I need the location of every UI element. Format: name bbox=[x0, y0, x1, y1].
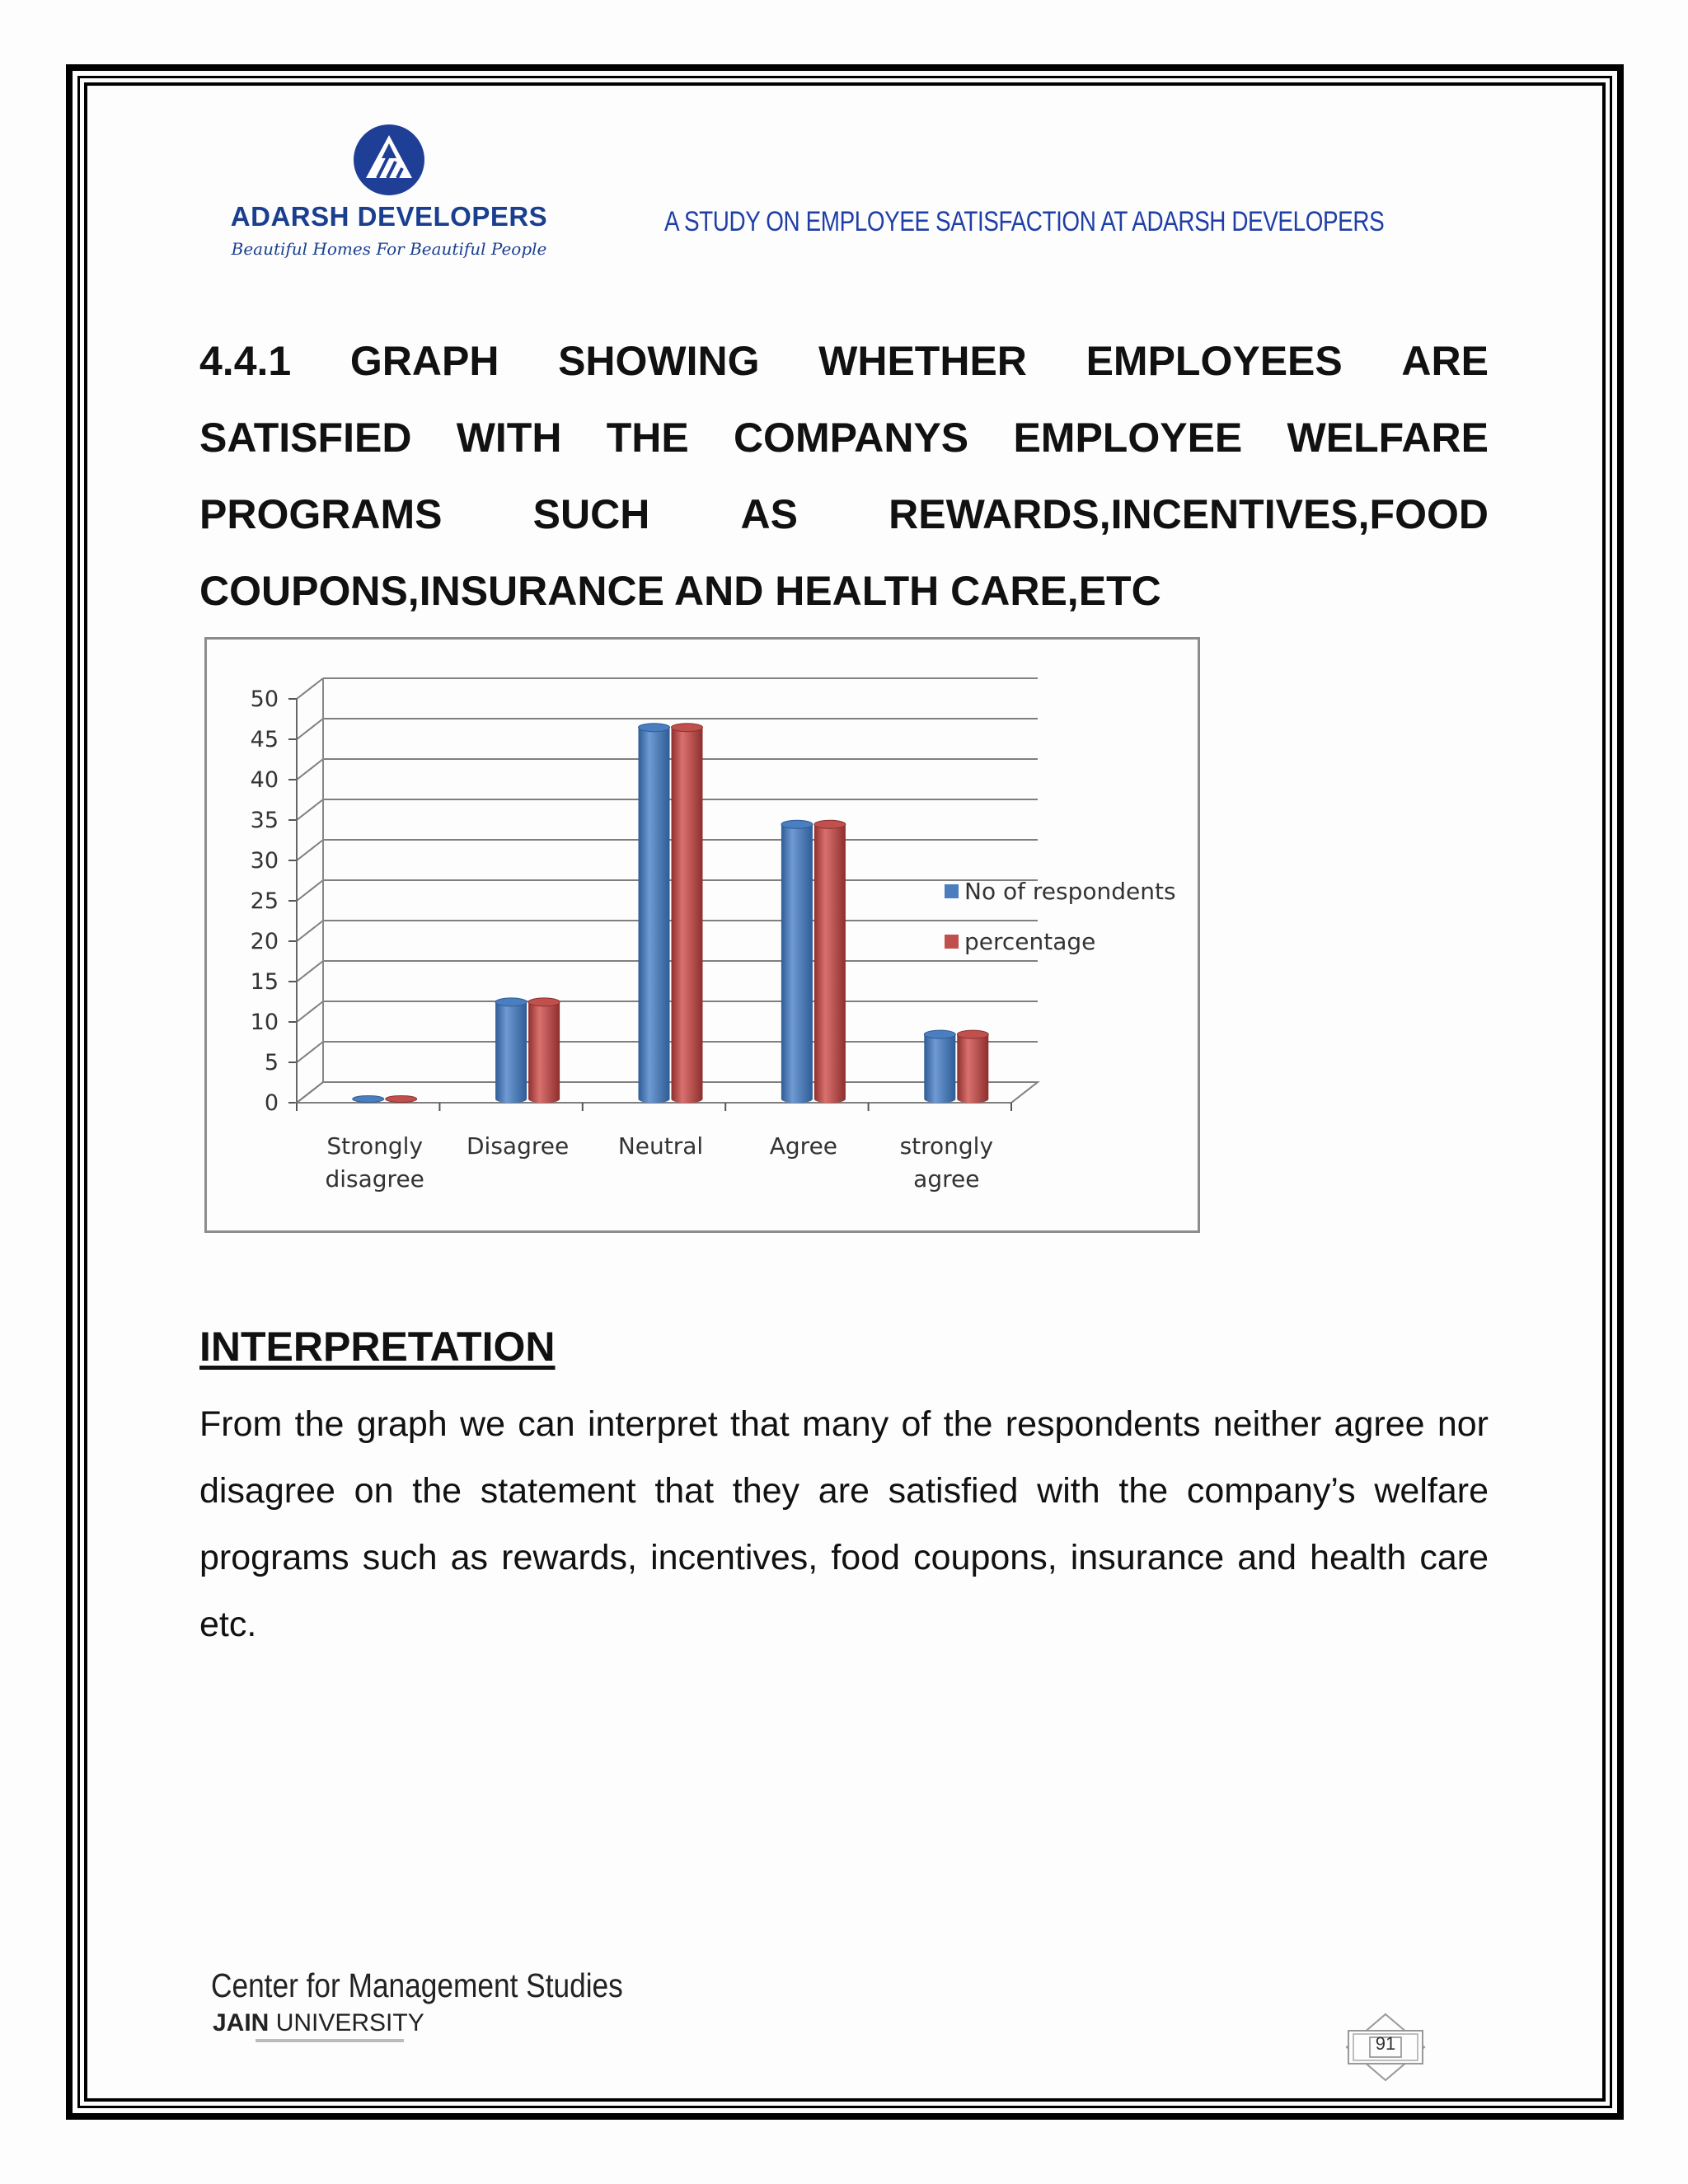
interpretation-body: From the graph we can interpret that many of the respondents neither agree nor disagree on the statement that they are satisfied with the company’s welfare programs such as rewards, incentives, food coupons, insurance and health care etc. bbox=[199, 1404, 1489, 1644]
heading-word: 4.4.1 bbox=[199, 338, 292, 384]
bar-cap bbox=[781, 820, 813, 828]
x-tick-label: Neutral bbox=[617, 1132, 704, 1160]
heading-line bbox=[199, 553, 1489, 630]
y-tick-label: 50 bbox=[250, 687, 279, 712]
heading-word: PROGRAMS bbox=[199, 491, 443, 537]
study-title: A STUDY ON EMPLOYEE SATISFACTION AT ADARSH DEVELOPERS bbox=[664, 206, 1385, 237]
y-tick-label: 25 bbox=[250, 888, 279, 914]
footer-center-name: Center for Management Studies bbox=[211, 1966, 623, 2004]
legend-label: percentage bbox=[964, 928, 1096, 955]
y-tick-label: 40 bbox=[250, 767, 279, 793]
gridline-diagonal bbox=[297, 678, 323, 699]
heading-word: COMPANYS bbox=[733, 415, 969, 461]
bar-chart bbox=[204, 637, 1200, 1233]
heading-word: SUCH bbox=[532, 491, 650, 537]
footer-university-rest: UNIVERSITY bbox=[269, 2009, 424, 2036]
x-tick-label: Agree bbox=[769, 1132, 838, 1160]
y-tick-label: 45 bbox=[250, 727, 279, 752]
bar-cap bbox=[957, 1030, 988, 1038]
heading-word: SHOWING bbox=[558, 338, 760, 384]
x-tick-label: Strongly bbox=[326, 1132, 424, 1160]
heading-word: COUPONS,INSURANCE AND HEALTH CARE,ETC bbox=[199, 568, 1161, 614]
gridline-diagonal bbox=[297, 880, 323, 901]
heading-word: THE bbox=[606, 415, 689, 461]
gridline-diagonal bbox=[297, 961, 323, 982]
bar bbox=[528, 1002, 560, 1104]
x-tick-label: Disagree bbox=[466, 1132, 570, 1160]
heading-line bbox=[199, 400, 1489, 476]
heading-word: ARE bbox=[1401, 338, 1489, 384]
legend-swatch bbox=[945, 884, 959, 898]
interpretation-title: INTERPRETATION bbox=[199, 1324, 556, 1370]
heading-word: GRAPH bbox=[349, 338, 499, 384]
footer-university-bold: JAIN bbox=[213, 2009, 270, 2036]
heading-word: WITH bbox=[456, 415, 562, 461]
bar bbox=[495, 1002, 527, 1104]
gridline-diagonal bbox=[297, 759, 323, 780]
legend-swatch bbox=[945, 935, 959, 949]
x-tick-label: strongly bbox=[899, 1132, 994, 1160]
company-name: ADARSH DEVELOPERS bbox=[230, 201, 548, 232]
y-tick-label: 0 bbox=[264, 1090, 279, 1116]
gridline-diagonal bbox=[297, 719, 323, 739]
gridline-diagonal bbox=[297, 1042, 323, 1062]
bar bbox=[781, 824, 813, 1103]
bar bbox=[386, 1096, 417, 1103]
gridline-diagonal bbox=[297, 921, 323, 941]
heading-word: WELFARE bbox=[1287, 415, 1489, 461]
x-tick-label: agree bbox=[913, 1165, 980, 1193]
y-tick-label: 20 bbox=[250, 929, 279, 954]
bar bbox=[957, 1034, 988, 1103]
heading-word: REWARDS,INCENTIVES,FOOD bbox=[889, 491, 1489, 537]
bar-cap bbox=[639, 724, 670, 732]
heading-word: EMPLOYEES bbox=[1085, 338, 1343, 384]
heading-word: EMPLOYEE bbox=[1013, 415, 1243, 461]
heading-line bbox=[199, 323, 1489, 400]
y-tick-label: 10 bbox=[250, 1010, 279, 1035]
company-tagline: Beautiful Homes For Beautiful People bbox=[231, 239, 547, 259]
heading-word: WHETHER bbox=[818, 338, 1027, 384]
bar-cap bbox=[672, 724, 703, 732]
bar bbox=[639, 728, 670, 1104]
y-tick-label: 30 bbox=[250, 848, 279, 874]
gridline-diagonal bbox=[297, 840, 323, 860]
page-number: 91 bbox=[1375, 2033, 1396, 2054]
heading-line bbox=[199, 476, 1489, 553]
gridline-diagonal bbox=[297, 1001, 323, 1022]
heading-word: SATISFIED bbox=[199, 415, 412, 461]
bar bbox=[814, 824, 846, 1103]
bar-cap bbox=[495, 998, 527, 1006]
x-tick-label: disagree bbox=[325, 1165, 424, 1193]
bar-cap bbox=[528, 998, 560, 1006]
y-tick-label: 15 bbox=[250, 969, 279, 995]
bar bbox=[924, 1034, 955, 1103]
legend-label: No of respondents bbox=[964, 878, 1176, 905]
footer-fine-print bbox=[256, 2039, 404, 2042]
bar bbox=[672, 728, 703, 1104]
y-tick-label: 5 bbox=[264, 1050, 279, 1076]
bar-cap bbox=[924, 1030, 955, 1038]
bar-cap bbox=[814, 820, 846, 828]
bar bbox=[353, 1096, 384, 1103]
gridline-diagonal bbox=[297, 799, 323, 820]
triangle-mountain-logo-icon bbox=[353, 124, 425, 196]
heading-word: AS bbox=[740, 491, 798, 537]
y-tick-label: 35 bbox=[250, 808, 279, 833]
footer-university bbox=[213, 2009, 424, 2037]
section-heading bbox=[199, 323, 1489, 630]
